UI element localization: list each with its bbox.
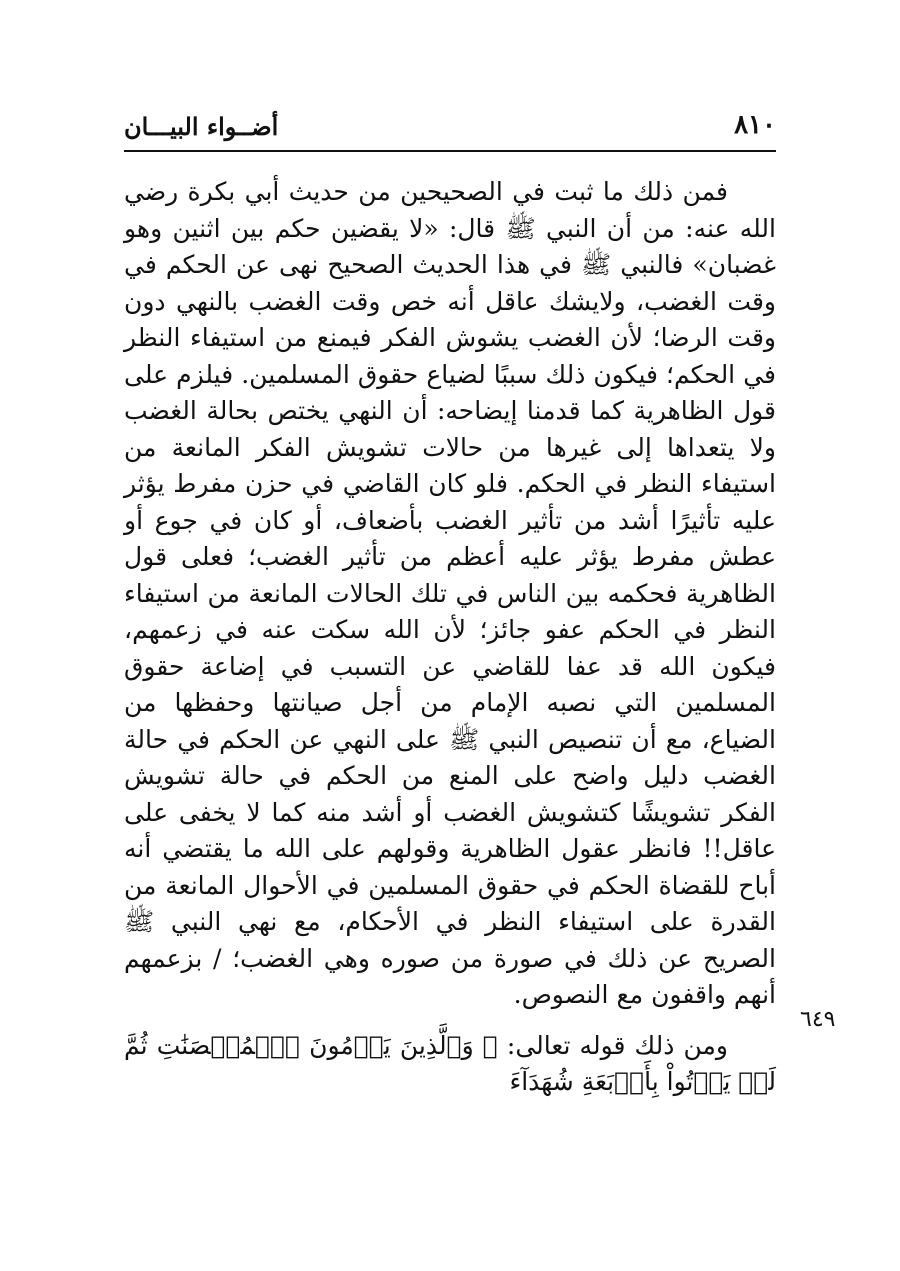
body-text [124,174,776,1101]
main-paragraph: فمن ذلك ما ثبت في الصحيحين من حديث أبي بكرة رضي الله عنه: من أن النبي ﷺ قال: «لا يقضين حكم بين اثنين وهو غضبان» فالنبي ﷺ في هذا الحديث الصحيح نهى عن الحكم في وقت الغضب، ولايشك عاقل أنه خص وقت الغضب بالنهي دون وقت الرضا؛ لأن الغضب يشوش الفكر فيمنع من استيفاء النظر في الحكم؛ فيكون ذلك سببًا لضياع حقوق المسلمين. فيلزم على قول الظاهرية كما قدمنا إيضاحه: أن النهي يختص بحالة الغضب ولا يتعداها إلى غيرها من حالات تشويش الفكر المانعة من استيفاء النظر في الحكم. فلو كان القاضي في حزن مفرط يؤثر عليه تأثيرًا أشد من تأثير الغضب بأضعاف، أو كان في جوع أو عطش مفرط يؤثر عليه أعظم من تأثير الغضب؛ فعلى قول الظاهرية فحكمه بين الناس في تلك الحالات المانعة من استيفاء النظر في الحكم عفو جائز؛ لأن الله سكت عنه في زعمهم، فيكون الله قد عفا للقاضي عن التسبب في إضاعة حقوق المسلمين التي نصبه الإمام من أجل صيانتها وحفظها من الضياع، مع أن تنصيص النبي ﷺ على النهي عن الحكم في حالة الغضب دليل واضح على المنع من الحكم في حالة تشويش الفكر تشويشًا كتشويش الغضب أو أشد منه كما لا يخفى على عاقل!! فانظر عقول الظاهرية وقولهم على الله ما يقتضي أنه أباح للقضاة الحكم في حقوق المسلمين في الأحوال المانعة من القدرة على استيفاء النظر في الأحكام، مع نهي النبي ﷺ الصريح عن ذلك في صورة من صوره وهي الغضب؛ / بزعمهم أنهم واقفون مع النصوص. [124,177,776,1009]
book-title: أضــواء البيـــان [124,112,279,141]
quran-verse: ﴿ وَٱلَّذِينَ يَرۡمُونَ ٱلۡمُحۡصَنَٰتِ ثُمَّ لَمۡ يَأۡتُواْ بِأَرۡبَعَةِ شُهَدَآءَ [124,1030,776,1096]
header-rule [124,150,776,152]
margin-page-reference: ٦٤٩ [800,1007,836,1032]
page-header [124,104,776,148]
quran-lead-text: ومن ذلك قوله تعالى: [506,1030,728,1060]
quran-paragraph [124,1028,776,1101]
page-number: ٨١٠ [734,110,776,140]
